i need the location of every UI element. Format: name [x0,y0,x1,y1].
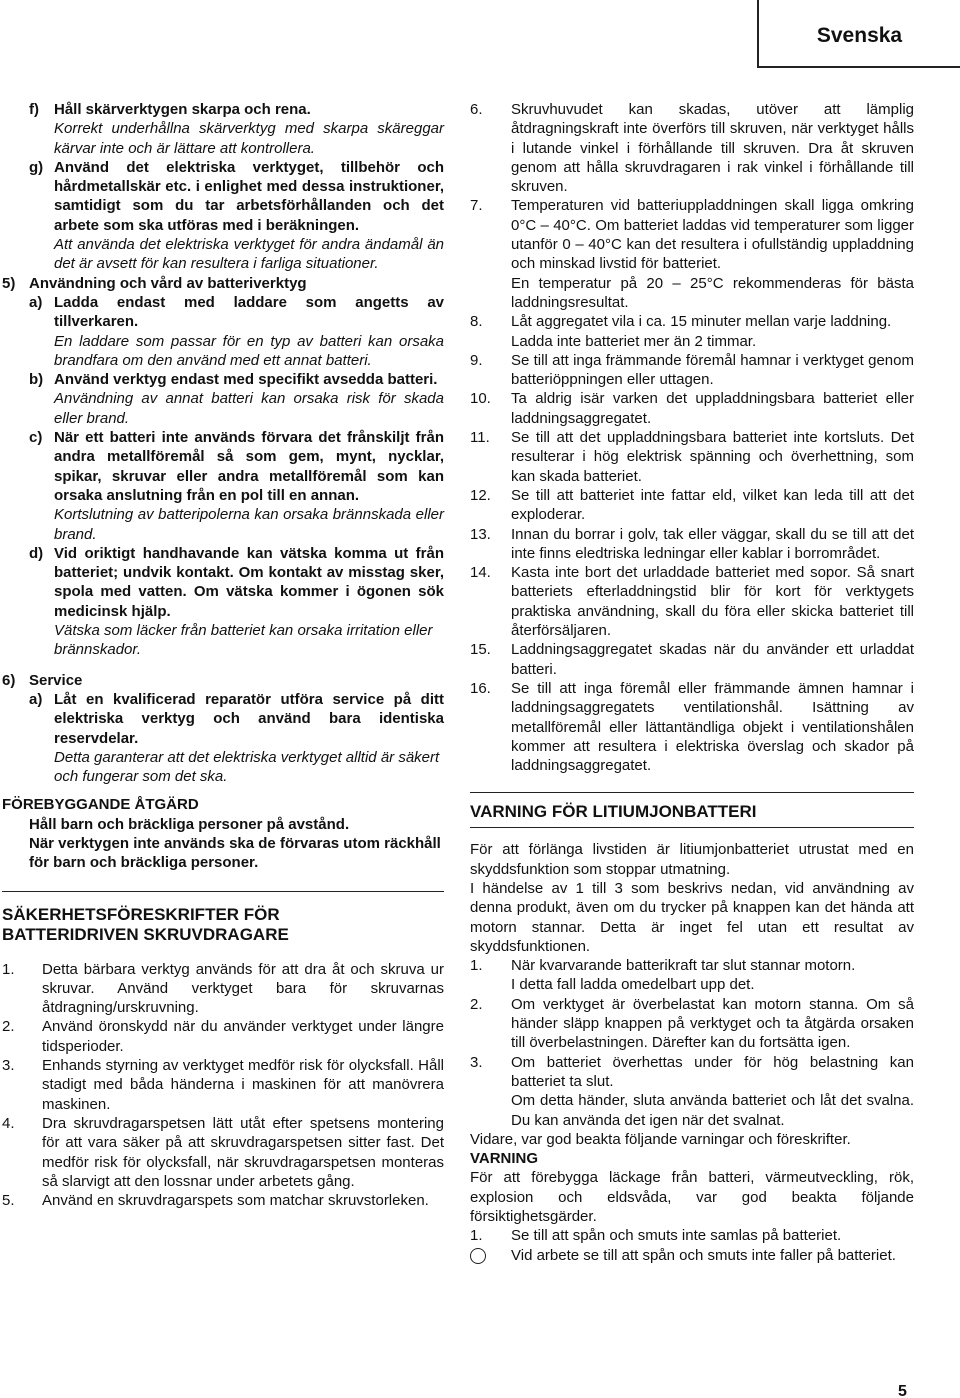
safety-heading-line-1: SÄKERHETSFÖRESKRIFTER FÖR [2,904,280,924]
safety-item-5-number: 5. [2,1192,15,1210]
safety-item-11-text: Se till att det uppladdningsbara batteriet inte kortsluts. Det resulterar i hög elektrisk spänning och överhettning, som kan skada batteriet. [511,429,914,485]
safety-item-12-text: Se till att batteriet inte fattar eld, vilket kan leda till att det exploderar. [511,486,914,524]
rule-5d-label: d) [29,544,44,562]
safety-item-8 [470,312,914,351]
language-label: Svenska [816,24,903,48]
section-6 [2,671,444,690]
lithium-divider [470,792,914,793]
safety-item-8-text-2: Ladda inte batteriet mer än 2 timmar. [511,332,757,350]
safety-item-12-number: 12. [470,486,491,504]
lithium-item-3 [470,1053,914,1130]
safety-item-3-text: Enhands styrning av verktyget medför risk för olycksfall. Håll stadigt med båda händerna i maskinen för att manövrera maskinen. [42,1057,444,1113]
rule-g-note: Att använda det elektriska verktyget för andra ändamål än det är avsett för kan resultera i farliga situationer. [54,236,444,273]
safety-item-2 [2,1017,444,1056]
rule-5c-label: c) [29,429,43,447]
safety-item-5 [2,1191,444,1210]
lithium-heading: VARNING FÖR LITIUMJONBATTERI [470,802,914,828]
safety-item-7-text-2: En temperatur på 20 – 25°C rekommenderas för bästa laddningsresultat. [511,274,914,311]
safety-item-14-text: Kasta inte bort det urladdade batteriet med sopor. Så snart batteriets efterladdningstid blir för kort för verktygets praktiska användning, skall du föra eller skicka batteriet till återförsäljaren. [511,564,914,640]
safety-item-6-text: Skruvhuvudet kan skadas, utöver att lämplig åtdragningskraft inte överförs till skruven, när verktyget hålls i lutande vinkel i förhållande till skruven. Dra åt skruven genom att hålla skruvdragaren i rak vinkel i förhållande till skruven. [511,101,914,196]
rule-5b-title: Använd verktyg endast med specifikt avsedda batteri. [54,371,438,389]
lithium-item-2-number: 2. [470,995,483,1013]
safety-item-2-text: Använd öronskydd när du använder verktyget under längre tidsperioder. [42,1018,444,1055]
rule-5d-title: Vid oriktigt handhavande kan vätska komma ut från batteriet; undvik kontakt. Om kontakt av misstag sker, spola med vatten. Om vätska kommer i ögonen sök medicinsk hjälp. [54,544,444,620]
section-5-title: Användning och vård av batteriverktyg [29,274,307,292]
circle-icon [470,1248,486,1264]
rule-5c [29,428,444,544]
lithium-item-3-text-2: Om detta händer, sluta använda batteriet och låt det svalna. Du kan använda det igen när det svalnat. [511,1092,914,1129]
rule-6a-note: Detta garanterar att det elektriska verktyget alltid är säkert och fungerar som det ska. [54,748,440,786]
safety-item-6-number: 6. [470,101,483,118]
lithium-item-1 [470,956,914,995]
safety-item-11-number: 11. [470,429,490,447]
safety-item-4-text: Dra skruvdragarspetsen lätt utåt efter spetsens montering för att vara säker på att skruvdragarspetsen sitter fast. Det medför risk för olycksfall, när skruvdragarspetsen monteras så slarvigt att den lossnar under arbetets gång. [42,1114,444,1190]
rule-f-label: f) [29,101,39,118]
section-5 [2,274,444,293]
warning-item-1 [470,1226,914,1245]
rule-5a [29,293,444,370]
rule-5c-note: Kortslutning av batteripolerna kan orsaka brännskada eller brand. [54,506,444,543]
safety-item-1-text: Detta bärbara verktyg används för att dra åt och skruva ur skruvar. Använd verktyget bara för skruvarnas åtdragning/urskruvning. [42,960,444,1017]
lithium-closing: Vidare, var god beakta följande varningar och föreskrifter. [470,1130,851,1148]
lithium-item-2 [470,995,914,1053]
safety-item-16-text: Se till att inga föremål eller främmande ämnen hamnar i laddningsaggregatets ventilationshål. Isättning av metallföremål eller lättantändliga objekt i ventilationshålen kommer att resultera i elektriska överslag och skador på laddningsaggregatet. [511,679,914,775]
safety-heading [2,905,444,945]
safety-item-6 [470,100,914,196]
safety-item-14 [470,563,914,640]
warning-item-1-number: 1. [470,1227,483,1245]
safety-item-13-text: Innan du borrar i golv, tak eller väggar, skall du se till att det inte finns eledtriska ledningar eller kablar i borrområdet. [511,525,914,562]
warning-text: För att förebygga läckage från batteri, värmeutveckling, rök, explosion och eldsvåda, var god beakta följande försiktighetsgärder. [470,1169,914,1226]
rule-6a [29,690,444,786]
lithium-intro-1: För att förlänga livstiden är litiumjonbatteriet utrustat med en skyddsfunktion som stoppar utmatning. [470,841,914,878]
left-column [2,100,444,1210]
safety-heading-line-2: BATTERIDRIVEN SKRUVDRAGARE [2,924,289,944]
rule-g [29,158,444,274]
section-5-label: 5) [2,274,16,292]
rule-f [29,100,444,158]
rule-5b [29,370,444,428]
lithium-item-2-text: Om verktyget är överbelastat kan motorn stanna. Om så händer släpp knappen på verktyget och ta åtgärda orsaken till överbelastningen. Därefter kan du fortsätta igen. [511,995,914,1052]
safety-item-9 [470,351,914,390]
safety-item-7-text: Temperaturen vid batteriuppladdningen skall ligga omkring 0°C – 40°C. Om batteriet laddas vid temperaturer som ligger utanför 0 – 40°C kan det resultera i ofullständig uppladdning och minskad livstid för batteriet. [511,197,914,273]
safety-item-14-number: 14. [470,564,491,582]
safety-item-11 [470,428,914,486]
lithium-item-3-number: 3. [470,1053,483,1071]
safety-item-16 [470,679,914,775]
safety-list [2,960,444,1211]
language-tab [757,0,960,68]
safety-item-15 [470,640,914,679]
safety-item-8-number: 8. [470,313,483,331]
rule-6a-title: Låt en kvalificerad reparatör utföra service på ditt elektriska verktyg och använd bara identiska reservdelar. [54,690,444,747]
safety-item-13-number: 13. [470,525,491,543]
lithium-block [470,840,914,1269]
rule-5d [29,544,444,660]
safety-item-7-number: 7. [470,197,483,215]
warning-circle-text: Vid arbete se till att spån och smuts inte faller på batteriet. [511,1246,896,1264]
rule-6a-label: a) [29,690,43,708]
rule-5a-label: a) [29,293,43,311]
warning-heading: VARNING [470,1150,539,1168]
rule-5a-note: En laddare som passar för en typ av batteri kan orsaka brandfara om den använd med ett annat batteri. [54,332,444,369]
lithium-item-1-number: 1. [470,957,483,975]
safety-item-4 [2,1114,444,1191]
section-divider [2,891,444,892]
safety-item-10 [470,389,914,428]
rule-5b-note: Användning av annat batteri kan orsaka risk för skada eller brand. [54,390,444,427]
section-6-label: 6) [2,671,16,689]
safety-item-3-number: 3. [2,1057,15,1075]
warning-item-1-text: Se till att spån och smuts inte samlas på batteriet. [511,1227,842,1245]
rule-g-title: Använd det elektriska verktyget, tillbehör och hårdmetallskär etc. i enlighet med dessa instruktioner, samtidigt som du tar arbetsförhållanden och det arbete som ska utföras med i beräkningen. [54,158,444,234]
rule-5b-label: b) [29,371,44,389]
rule-f-title: Håll skärverktygen skarpa och rena. [54,101,311,118]
safety-item-5-text: Använd en skruvdragarspets som matchar skruvstorleken. [42,1192,429,1210]
prevention-line-1: Håll barn och bräckliga personer på avstånd. [29,815,350,833]
right-column [470,100,914,1269]
prevention-line-2: När verktygen inte används ska de förvaras utom räckhåll för barn och bräckliga personer. [29,834,441,872]
prevention-block [2,795,444,872]
safety-item-1-number: 1. [2,960,15,978]
safety-item-1 [2,960,444,1018]
page-number: 5 [898,1383,907,1398]
safety-item-10-number: 10. [470,390,491,408]
safety-item-10-text: Ta aldrig isär varken det uppladdningsbara batteriet eller laddningsaggregatet. [511,390,914,427]
warning-circle-bullet [470,1246,511,1269]
rule-5c-title: När ett batteri inte används förvara det frånskiljt från andra metallföremål så som gem, mynt, nycklar, spikar, skruvar eller andra metallföremål som kan orsaka anslutning från en pol till en annan. [54,429,444,504]
lithium-item-3-text: Om batteriet överhettas under för hög belastning kan batteriet ta slut. [511,1053,914,1090]
lithium-intro-2: I händelse av 1 till 3 som beskrivs nedan, vid användning av denna produkt, även om du trycker på knappen kan det hända att motorn stannar. Detta är inget fel utan ett resultat av skyddsfunktionen. [470,879,914,955]
rule-5d-note: Vätska som läcker från batteriet kan orsaka irritation eller brännskador. [54,622,433,659]
safety-item-2-number: 2. [2,1018,15,1036]
safety-item-9-text: Se till att inga främmande föremål hamnar i verktyget genom batteriöppningen eller uttagen. [511,351,914,389]
safety-item-13 [470,525,914,564]
safety-item-9-number: 9. [470,351,483,369]
rule-g-label: g) [29,158,44,176]
safety-item-4-number: 4. [2,1114,15,1132]
safety-item-3 [2,1056,444,1114]
section-6-title: Service [29,671,83,689]
safety-item-15-text: Laddningsaggregatet skadas när du använder ett urladdat batteri. [511,641,914,678]
safety-item-15-number: 15. [470,641,491,659]
rule-f-note: Korrekt underhållna skärverktyg med skarpa skäreggar kärvar inte och är lättare att kontrollera. [54,120,444,157]
safety-item-12 [470,486,914,525]
safety-item-7 [470,196,914,312]
warning-circle-item [470,1246,914,1269]
lithium-item-1-text: När kvarvarande batterikraft tar slut stannar motorn. [511,957,856,975]
safety-item-8-text: Låt aggregatet vila i ca. 15 minuter mellan varje laddning. [511,313,892,331]
lithium-item-1-text-2: I detta fall ladda omedelbart upp det. [511,976,755,994]
safety-item-16-number: 16. [470,679,491,697]
prevention-heading: FÖREBYGGANDE ÅTGÄRD [2,796,199,814]
rule-5a-title: Ladda endast med laddare som angetts av tillverkaren. [54,293,444,331]
